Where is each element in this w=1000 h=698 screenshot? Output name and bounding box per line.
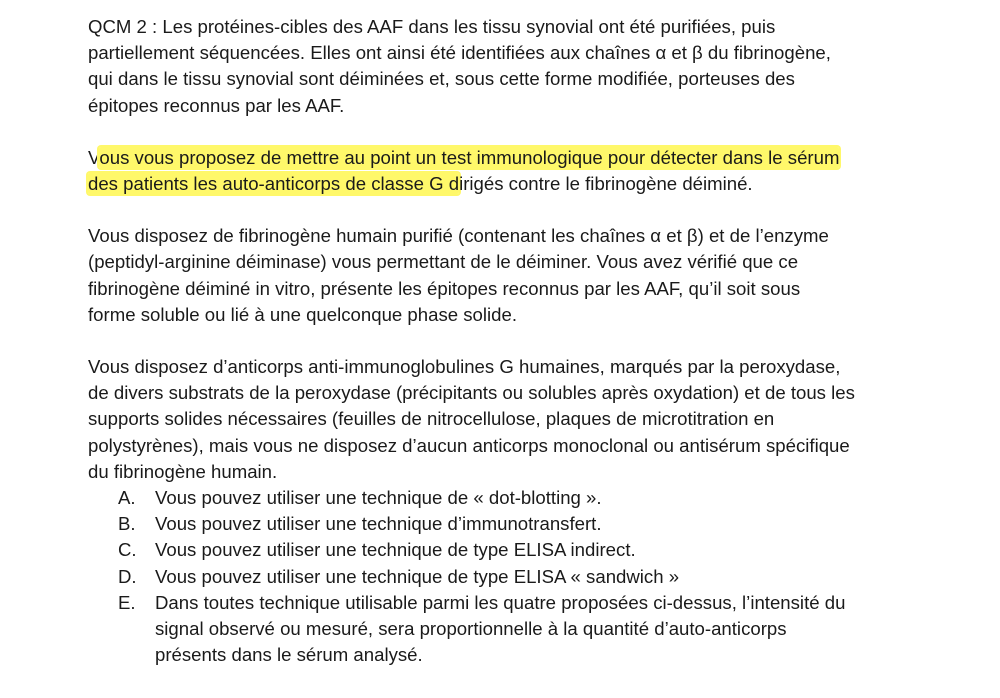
answer-options-list <box>88 485 948 668</box>
option-text: Vous pouvez utiliser une technique de « dot-blotting ». <box>155 487 602 509</box>
option-letter: B. <box>118 513 136 535</box>
document-page <box>88 14 948 668</box>
highlighted-text: des patients les auto-anticorps de classe G d <box>88 173 460 195</box>
answer-option-e <box>88 590 948 669</box>
option-letter: E. <box>118 591 136 613</box>
text-line: qui dans le tissu synovial sont déiminées et, sous cette forme modifiée, porteuses des <box>88 68 795 90</box>
option-text: Vous pouvez utiliser une technique de type ELISA « sandwich » <box>155 565 680 587</box>
antibodies-paragraph <box>88 354 948 485</box>
option-text: Dans toutes technique utilisable parmi les quatre proposées ci-dessus, l’intensité du <box>155 591 846 613</box>
text-line <box>88 145 948 171</box>
option-text: présents dans le sérum analysé. <box>155 644 423 666</box>
text-line: forme soluble ou lié à une quelconque phase solide. <box>88 303 517 325</box>
text-line: Vous disposez d’anticorps anti-immunoglobulines G humaines, marqués par la peroxydase, <box>88 356 841 378</box>
objective-paragraph <box>88 145 948 197</box>
objective-text: irigés contre le fibrinogène déiminé. <box>459 173 753 195</box>
text-line: polystyrènes), mais vous ne disposez d’aucun anticorps monoclonal ou antisérum spécifique <box>88 434 850 456</box>
option-letter: C. <box>118 539 137 561</box>
text-line: partiellement séquencées. Elles ont ainsi été identifiées aux chaînes α et β du fibrinogène, <box>88 42 831 64</box>
answer-option-d <box>88 564 948 590</box>
text-line: supports solides nécessaires (feuilles de nitrocellulose, plaques de microtitration en <box>88 408 775 430</box>
answer-option-c <box>88 537 948 563</box>
text-line: QCM 2 : Les protéines-cibles des AAF dans les tissu synovial ont été purifiées, puis <box>88 16 776 37</box>
option-text: Vous pouvez utiliser une technique d’immunotransfert. <box>155 513 602 535</box>
option-letter: D. <box>118 565 137 587</box>
answer-option-b <box>88 511 948 537</box>
option-letter: A. <box>118 487 136 509</box>
highlighted-text: ous vous proposez de mettre au point un test immunologique pour détecter dans le sérum <box>99 146 840 168</box>
materials-paragraph <box>88 223 948 328</box>
text-line: de divers substrats de la peroxydase (précipitants ou solubles après oxydation) et de tous les <box>88 382 855 404</box>
text-line <box>88 171 948 197</box>
option-text: Vous pouvez utiliser une technique de type ELISA indirect. <box>155 539 636 561</box>
text-line: fibrinogène déiminé in vitro, présente les épitopes reconnus par les AAF, qu’il soit sous <box>88 277 801 299</box>
text-line: (peptidyl-arginine déiminase) vous permettant de le déiminer. Vous avez vérifié que ce <box>88 251 799 273</box>
objective-text: V <box>88 146 100 168</box>
text-line: du fibrinogène humain. <box>88 460 278 482</box>
option-text: signal observé ou mesuré, sera proportionnelle à la quantité d’auto-anticorps <box>155 618 787 640</box>
answer-option-a <box>88 485 948 511</box>
text-line: Vous disposez de fibrinogène humain purifié (contenant les chaînes α et β) et de l’enzyme <box>88 225 829 247</box>
question-intro-paragraph <box>88 14 948 119</box>
text-line: épitopes reconnus par les AAF. <box>88 94 345 116</box>
